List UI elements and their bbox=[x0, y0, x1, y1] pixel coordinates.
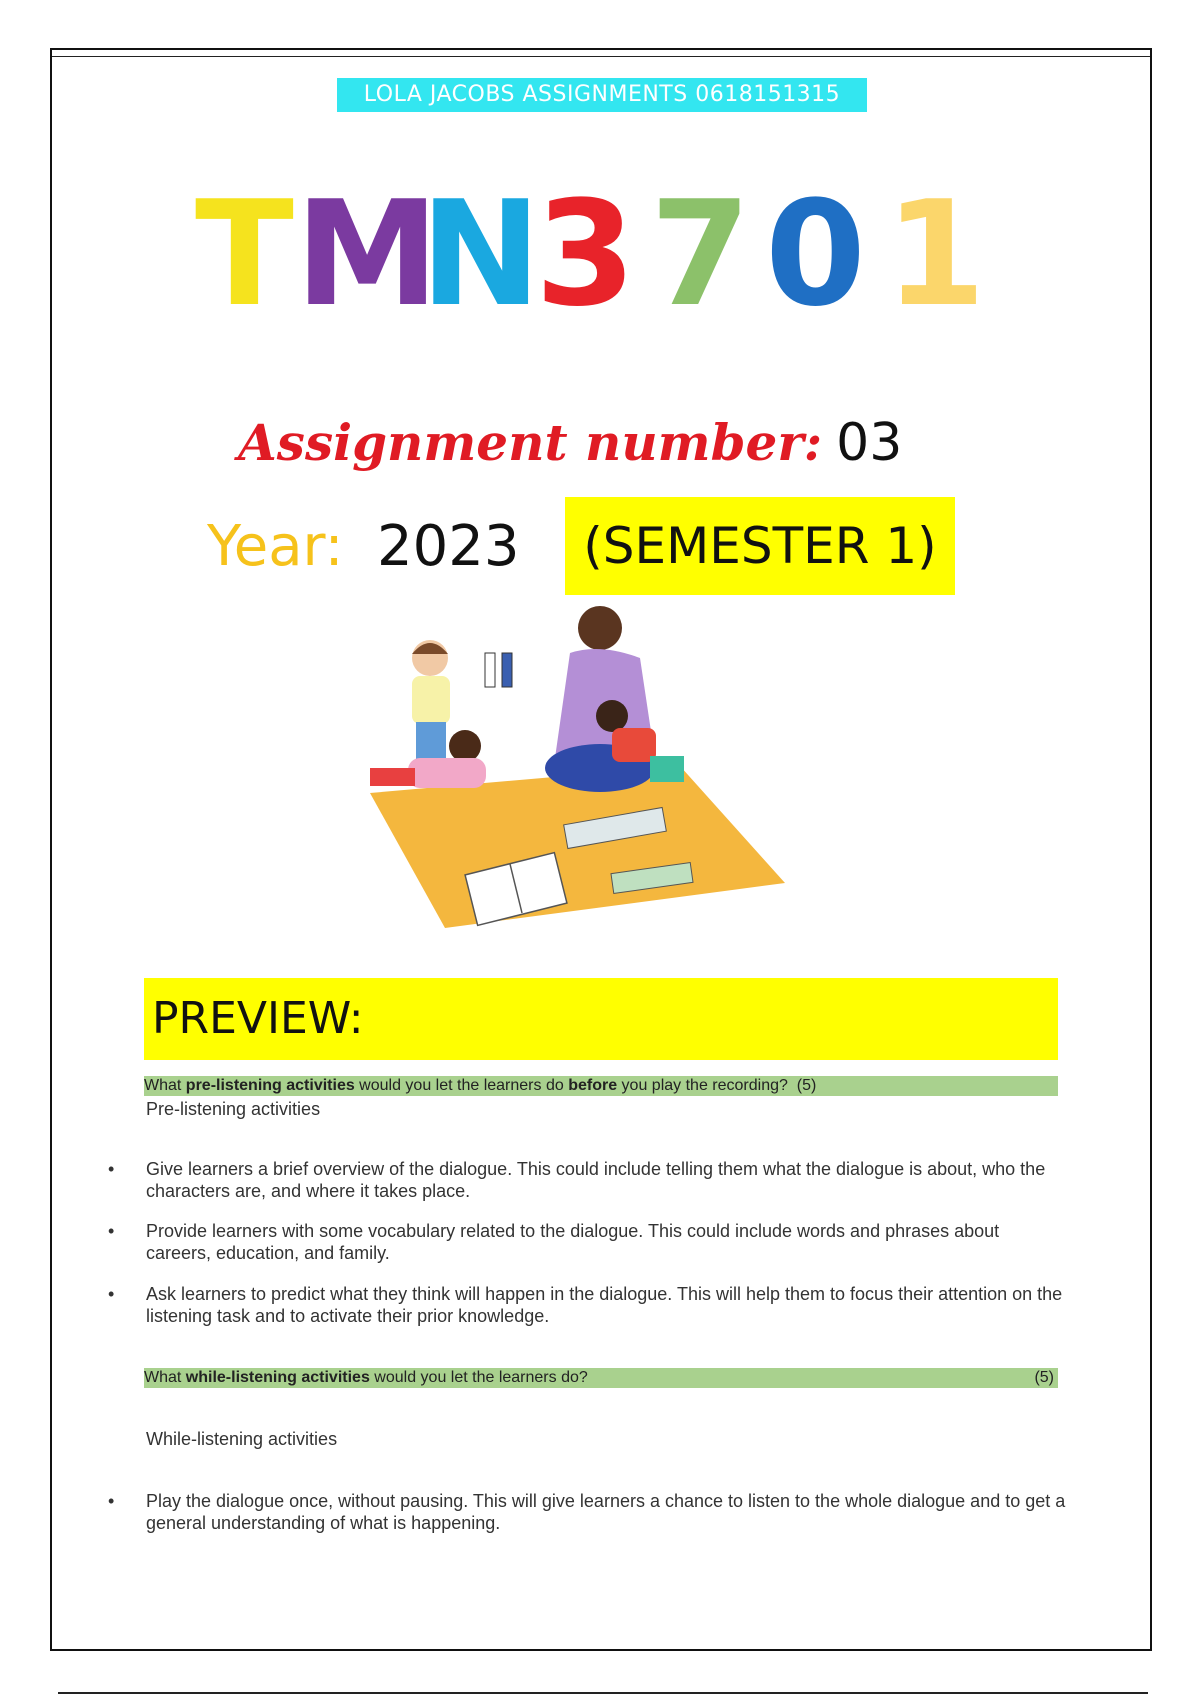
assignment-value: 03 bbox=[836, 413, 903, 473]
bullet-icon: • bbox=[108, 1284, 115, 1304]
pre-listening-bullet: • Provide learners with some vocabulary related to the dialogue. This could include words and phrases about careers, education, and family. bbox=[108, 1221, 1000, 1263]
puppet bbox=[502, 653, 512, 687]
girl-lying-head bbox=[449, 730, 481, 762]
top-rule bbox=[52, 56, 1150, 57]
preview-heading: PREVIEW: bbox=[152, 993, 364, 1044]
boy-shorts bbox=[650, 756, 684, 782]
title-letter: 3 bbox=[535, 170, 636, 339]
title-letter: 7 bbox=[650, 170, 751, 339]
girl-standing-shirt bbox=[412, 676, 450, 724]
question-2-points: (5) bbox=[1034, 1369, 1054, 1386]
year-label: Year: bbox=[207, 514, 344, 579]
course-code-title bbox=[195, 170, 1015, 339]
title-letter: 0 bbox=[765, 170, 866, 339]
assignment-label: Assignment number: bbox=[238, 413, 823, 472]
assignment-number-line bbox=[238, 408, 998, 478]
semester-highlight: (SEMESTER 1) bbox=[565, 497, 955, 595]
preview-heading-box bbox=[144, 978, 1058, 1060]
year-line bbox=[207, 497, 987, 597]
girl-lying-legs bbox=[370, 768, 415, 786]
puppet bbox=[485, 653, 495, 687]
bottom-rule bbox=[58, 1692, 1148, 1694]
bullet-icon: • bbox=[108, 1221, 115, 1241]
title-letter: 1 bbox=[885, 170, 986, 339]
question-2-bar: What while-listening activities would you let the learners do? (5) bbox=[144, 1368, 1058, 1388]
bullet-icon: • bbox=[108, 1159, 115, 1179]
boy-shirt bbox=[612, 728, 656, 762]
teacher-head bbox=[578, 606, 622, 650]
girl-lying-body bbox=[408, 758, 486, 788]
while-listening-label: While-listening activities bbox=[146, 1429, 338, 1449]
title-letter: M bbox=[295, 170, 440, 339]
title-letter: N bbox=[420, 170, 542, 339]
pre-listening-bullet: • Give learners a brief overview of the dialogue. This could include telling them what the dialogue is about, who the characters are, and where it takes place. bbox=[108, 1159, 1046, 1201]
header-banner: LOLA JACOBS ASSIGNMENTS 0618151315 bbox=[337, 78, 867, 112]
boy-head bbox=[596, 700, 628, 732]
girl-standing-hair bbox=[412, 643, 448, 654]
question-1-bar: What pre-listening activities would you let the learners do before you play the recording? (5) bbox=[144, 1076, 1058, 1096]
year-value: 2023 bbox=[377, 514, 520, 579]
while-listening-bullet: • Play the dialogue once, without pausing. This will give learners a chance to listen to the whole dialogue and to get a general understanding of what is happening. bbox=[108, 1491, 1066, 1533]
classroom-illustration bbox=[350, 598, 800, 938]
bullet-icon: • bbox=[108, 1491, 115, 1511]
question-1-points: (5) bbox=[796, 1077, 817, 1094]
pre-listening-bullet: • Ask learners to predict what they think will happen in the dialogue. This will help them to focus their attention on the listening task and to activate their prior knowledge. bbox=[108, 1284, 1063, 1326]
pre-listening-label: Pre-listening activities bbox=[146, 1099, 321, 1119]
title-letter: T bbox=[195, 170, 294, 339]
